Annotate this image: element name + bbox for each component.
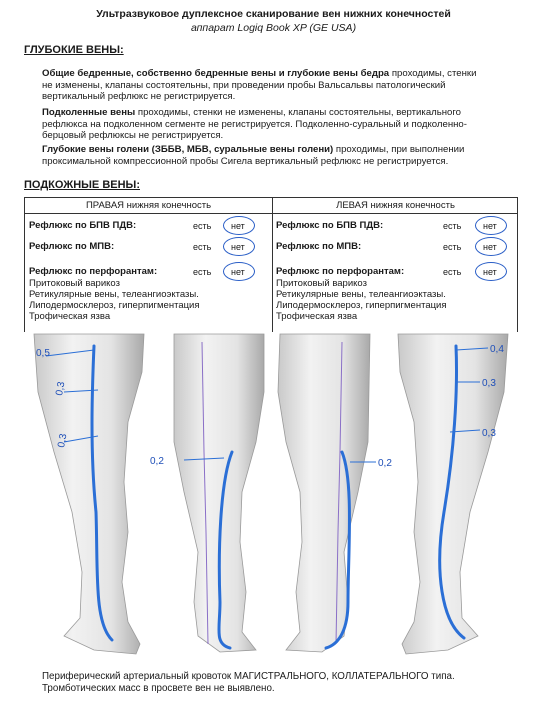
left-perf-no: нет xyxy=(483,267,497,277)
p3-line-1: проходимы, при выполнении xyxy=(335,144,465,155)
footer-line-1: Периферический артериальный кровоток МАГИСТРАЛЬНОГО, КОЛЛАТЕРАЛЬНОГО типа. xyxy=(42,671,455,682)
right-reflux-gsv xyxy=(29,220,136,231)
left-reflux-ssv xyxy=(276,241,361,252)
footer-line-2: Тромботических масс в просвете вен не выявлено. xyxy=(42,682,275,694)
p2-bold: Подколенные вены xyxy=(42,107,136,118)
right-ssv-yes: есть xyxy=(193,242,212,252)
left-reflux-ssv-label: Рефлюкс по МПВ: xyxy=(276,241,362,252)
right-reticular-veins: Ретикулярные вены, телеангиоэктазы. xyxy=(29,289,199,300)
right-reflux-perforators-label: Рефлюкс по перфорантам: xyxy=(29,266,158,277)
p1-line-2: не изменены, клапаны состоятельны, при проведении пробы Вальсальвы патологический xyxy=(42,79,446,91)
right-reflux-perforators xyxy=(29,266,157,277)
deep-veins-paragraph-1 xyxy=(42,68,512,103)
right-reflux-ssv xyxy=(29,241,114,252)
left-gsv-label-3: 0,3 xyxy=(482,428,496,439)
left-perf-yes: есть xyxy=(443,267,462,277)
left-lipodermatosclerosis: Липодермосклероз, гиперпигментация xyxy=(276,300,447,311)
left-varicose-tributary: Притоковый варикоз xyxy=(276,278,367,289)
p1-line-1: проходимы, стенки xyxy=(391,68,477,79)
superficial-veins-table xyxy=(24,197,518,333)
left-ssv-no-circle xyxy=(475,237,507,256)
p3-bold: Глубокие вены голени (ЗББВ, МБВ, суральные вены голени) xyxy=(42,144,334,155)
right-perf-no: нет xyxy=(231,267,245,277)
superficial-veins-heading: ПОДКОЖНЫЕ ВЕНЫ: xyxy=(24,179,140,191)
right-perf-yes: есть xyxy=(193,267,212,277)
left-ssv-no: нет xyxy=(483,242,497,252)
left-reflux-gsv xyxy=(276,220,383,231)
right-ssv-no: нет xyxy=(231,242,245,252)
right-ssv-no-circle xyxy=(223,237,255,256)
p2-line-1: проходимы, стенки не изменены, клапаны состоятельны, вертикального xyxy=(137,107,462,118)
document-subtitle: аппарат Logiq Book XP (GE USA) xyxy=(190,22,357,34)
p3-line-2: проксимальной компрессионной пробы Сигела вертикальный рефлюкс не регистрируется. xyxy=(42,155,449,167)
right-lipodermatosclerosis: Липодермосклероз, гиперпигментация xyxy=(29,300,200,311)
right-gsv-no: нет xyxy=(231,221,245,231)
left-gsv-yes: есть xyxy=(443,221,462,231)
right-ssv-label: 0,2 xyxy=(150,456,164,467)
right-perf-no-circle xyxy=(223,262,255,281)
table-column-divider xyxy=(272,198,273,332)
left-trophic-ulcer: Трофическая язва xyxy=(276,311,358,322)
deep-veins-paragraph-2 xyxy=(42,107,512,142)
left-reticular-veins: Ретикулярные вены, телеангиоэктазы. xyxy=(276,289,446,300)
p1-line-3: вертикальный рефлюкс не регистрируется. xyxy=(42,91,236,102)
right-gsv-label-3: 0,3 xyxy=(56,432,70,449)
footer-notes xyxy=(42,671,512,694)
left-limb-header: ЛЕВАЯ нижняя конечность xyxy=(336,200,455,211)
left-perf-no-circle xyxy=(475,262,507,281)
deep-veins-paragraph-3 xyxy=(42,144,512,167)
right-findings-list xyxy=(29,278,200,322)
p2-line-2: рефлюкса на подколенном сегменте не регистрируется. Подколенно-суральный и подколенно- xyxy=(42,118,467,130)
right-trophic-ulcer: Трофическая язва xyxy=(29,311,111,322)
left-gsv-no-circle xyxy=(475,216,507,235)
left-gsv-label-2: 0,3 xyxy=(482,378,496,389)
right-gsv-yes: есть xyxy=(193,221,212,231)
right-varicose-tributary: Притоковый варикоз xyxy=(29,278,120,289)
legs-vein-diagram xyxy=(24,332,518,665)
left-reflux-gsv-label: Рефлюкс по БПВ ПДВ: xyxy=(276,220,384,231)
left-ssv-yes: есть xyxy=(443,242,462,252)
left-gsv-label-1: 0,4 xyxy=(490,344,504,355)
left-reflux-perforators-label: Рефлюкс по перфорантам: xyxy=(276,266,405,277)
right-gsv-label-1: 0,5 xyxy=(36,348,50,359)
deep-veins-heading: ГЛУБОКИЕ ВЕНЫ: xyxy=(24,44,124,56)
right-gsv-label-2: 0,3 xyxy=(54,380,68,397)
left-ssv-label: 0,2 xyxy=(378,458,392,469)
p1-bold: Общие бедренные, собственно бедренные вены и глубокие вены бедра xyxy=(42,68,390,79)
left-findings-list xyxy=(276,278,447,322)
left-gsv-no: нет xyxy=(483,221,497,231)
right-reflux-ssv-label: Рефлюкс по МПВ: xyxy=(29,241,115,252)
right-limb-header: ПРАВАЯ нижняя конечность xyxy=(85,200,212,211)
document-title: Ультразвуковое дуплексное сканирование вен нижних конечностей xyxy=(96,8,451,20)
left-reflux-perforators xyxy=(276,266,404,277)
right-gsv-no-circle xyxy=(223,216,255,235)
table-header-rule xyxy=(25,213,517,214)
right-reflux-gsv-label: Рефлюкс по БПВ ПДВ: xyxy=(29,220,137,231)
p2-line-3: берцовый рефлюксы не регистрируется. xyxy=(42,130,224,141)
